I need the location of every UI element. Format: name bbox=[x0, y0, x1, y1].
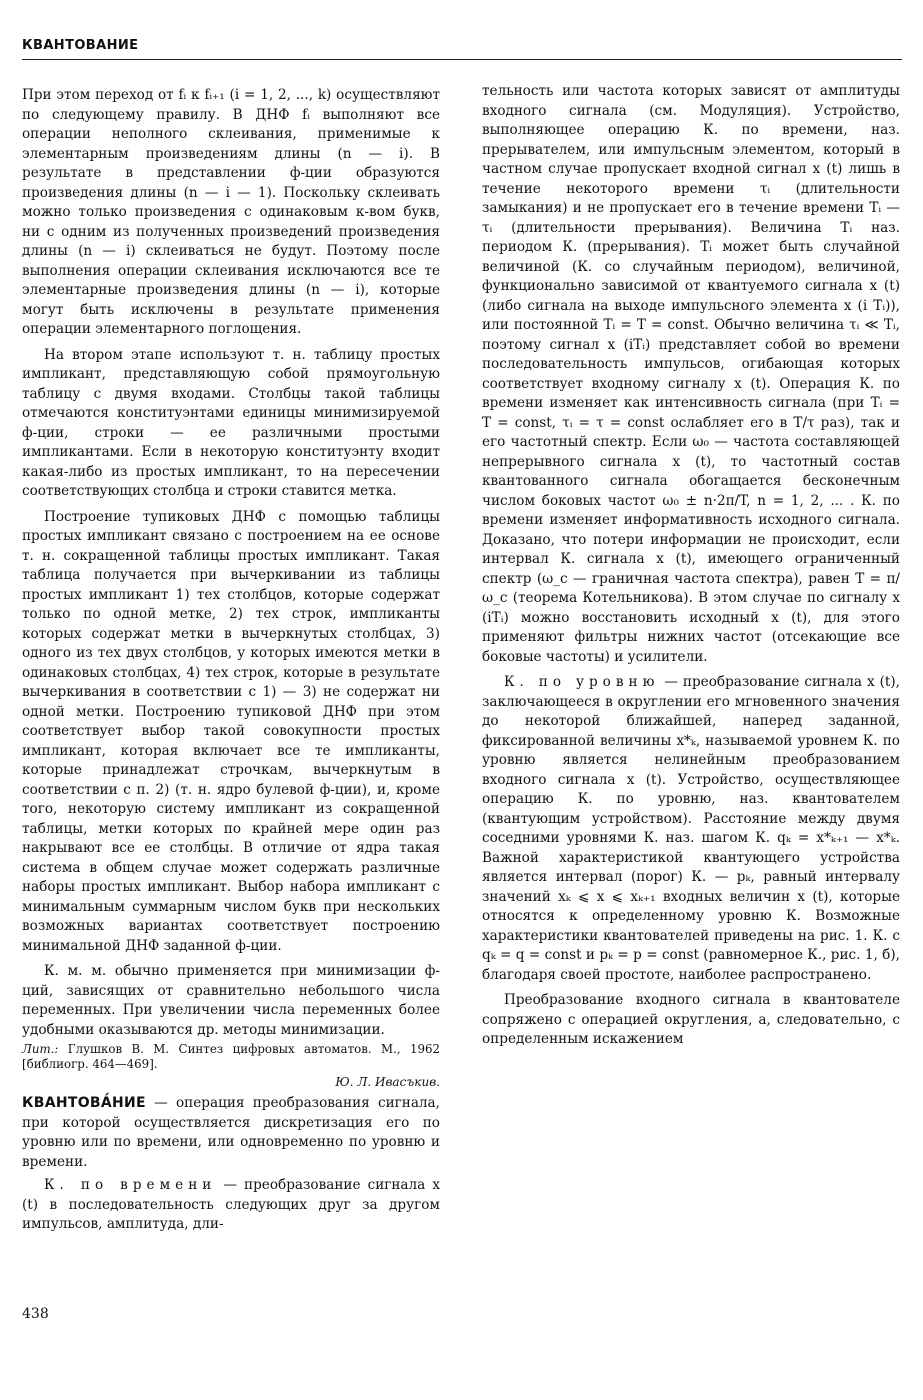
spaced-term: К. по времени bbox=[44, 1177, 217, 1193]
paragraph: Преобразование входного сигнала в квантователе сопряжено с операцией округления, а, следовательно, с определенным искажением bbox=[482, 992, 900, 1047]
reference-text: Глушков В. М. Синтез цифровых автоматов. М., 1962 [библиогр. 464—469]. bbox=[22, 1042, 440, 1071]
reference-prefix: Лит.: bbox=[22, 1042, 59, 1056]
spaced-term: К. по уровню bbox=[504, 674, 660, 690]
paragraph-text: — преобразование сигнала x (t) в последовательность следующих друг за другом импульсов, амплитуда, дли- bbox=[22, 1177, 440, 1232]
author-signature: Ю. Л. Ивасъкив. bbox=[335, 1075, 440, 1089]
paragraph: Построение тупиковых ДНФ с помощью таблицы простых импликант связано с построением на ее основе т. н. сокращенной таблицы простых импликант. Такая таблица получается при вычеркивании из таблицы простых импликант 1) тех столбцов, которые содержат только по одной метке, 2) тех строк, импликанты которых содержат метки в вычеркнутых столбцах, 3) одного из тех двух столбцов, у которых имеются метки в одинаковых столбцах, 4) тех строк, которые в результате вычеркивания в соответствии с 1) — 3) не содержат ни одной метки. Построению тупиковой ДНФ при этом соответствует выбор такой совокупности простых импликант, которая включает все те импликанты, которые принадлежат строчкам, вычеркнутым в соответствии с п. 2) (т. н. ядро булевой ф-ции), и, кроме того, некоторую систему импликант из сокращенной таблицы, метки которых по крайней мере один раз накрывают все ее столбцы. В отличие от ядра такая система в общем случае может содержать различные наборы простых импликант. Выбор набора импликант с минимальным суммарным числом букв при нескольких возможных вариантах соответствует построению минимальной ДНФ заданной ф-ции. bbox=[22, 508, 440, 954]
entry-paragraph bbox=[22, 1094, 440, 1172]
entry-definition: — операция преобразования сигнала, при которой осуществляется дискретизация его по уровню или по времени, или одновременно по уровню и времени. bbox=[22, 1095, 440, 1170]
left-column bbox=[22, 86, 440, 1235]
paragraph bbox=[482, 673, 900, 985]
entry-term: КВАНТОВА́НИЕ bbox=[22, 1095, 146, 1111]
literature-reference bbox=[22, 1042, 440, 1072]
right-column bbox=[482, 82, 900, 1050]
running-header: КВАНТОВАНИЕ bbox=[22, 38, 902, 60]
paragraph: На втором этапе используют т. н. таблицу простых импликант, представляющую собой прямоугольную таблицу с двумя входами. Столбцы такой таблицы отмечаются конституэнтами единицы минимизируемой ф-ции, строки — ее различными простыми импликантами. Если в некоторую конституэнту входит какая-либо из простых импликант, то на пересечении соответствующих столбца и строки ставится метка. bbox=[22, 346, 440, 499]
paragraph bbox=[22, 1176, 440, 1235]
paragraph: К. м. м. обычно применяется при минимизации ф-ций, зависящих от сравнительно небольшого числа переменных. При увеличении числа переменных более удобными оказываются др. методы минимизации. bbox=[22, 963, 440, 1038]
page-number: 438 bbox=[22, 1306, 49, 1322]
paragraph-text: — преобразование сигнала x (t), заключающееся в округлении его мгновенного значения до некоторой ближайшей, наперед заданной, фиксированной величины x*ₖ, называемой уровнем К. по уровню является нелинейным преобразованием входного сигнала x (t). Устройство, осуществляющее операцию К. по уровню, наз. квантователем (квантующим устройством). Расстояние между двумя соседними уровнями К. наз. шагом К. qₖ = x*ₖ₊₁ — x*ₖ. Важной характеристикой квантующего устройства является интервал (порог) К. — pₖ, равный интервалу значений xₖ ⩽ x ⩽ xₖ₊₁ входных величин x (t), которые относятся к определенному уровню К. Возможные характеристики квантователей приведены на рис. 1. К. с qₖ = q = const и pₖ = p = const (равномерное К., рис. 1, б), благодаря своей простоте, наиболее распространено. bbox=[482, 674, 900, 983]
paragraph: тельность или частота которых зависят от амплитуды входного сигнала (см. Модуляция). Устройство, выполняющее операцию К. по времени, наз. прерывателем, или импульсным элементом, который в частном случае пропускает входной сигнал x (t) лишь в течение некоторого времени τᵢ (длительности замыкания) и не пропускает его в течение времени Tᵢ — τᵢ (длительности прерывания). Величина Tᵢ наз. периодом К. (прерывания). Tᵢ может быть случайной величиной (К. со случайным периодом), величиной, функционально зависимой от квантуемого сигнала x (t) (либо сигнала на выходе импульсного элемента x (i Tᵢ)), или постоянной Tᵢ = T = const. Обычно величина τᵢ ≪ Tᵢ, поэтому сигнал x (iTᵢ) представляет собой во времени последовательность импульсов, огибающая которых соответствует входному сигналу x (t). Операция К. по времени изменяет как интенсивность сигнала (при Tᵢ = T = const, τᵢ = τ = const ослабляет его в T/τ раз), так и его частотный спектр. Если ω₀ — частота составляющей непрерывного сигнала x (t), то частотный состав квантованного сигнала обогащается бесконечным числом боковых частот ω₀ ± n·2π/T, n = 1, 2, ... . К. по времени изменяет информативность исходного сигнала. Доказано, что потери информации не происходит, если интервал К. сигнала x (t), имеющего ограниченный спектр (ω_c — граничная частота спектра), равен T = π/ω_c (теорема Котельникова). В этом случае по сигналу x (iTᵢ) можно восстановить исходный x (t), для этого применяют фильтры нижних частот (отсекающие все боковые частоты) и усилители. bbox=[482, 83, 900, 665]
paragraph: При этом переход от fᵢ к fᵢ₊₁ (i = 1, 2, ..., k) осуществляют по следующему правилу. В ДНФ fᵢ выполняют все операции неполного склеивания, применимые к элементарным произведениям длины (n — i). В результате в представлении ф-ции образуются произведения длины (n — i — 1). Поскольку склеивать можно только произведения с одинаковым к-вом букв, ни с одним из полученных произведений произведения длины (n — i) склеиваться не будут. Поэтому после выполнения операции склеивания исключаются все те элементарные произведения длины (n — i), которые могут быть исключены в результате применения операции элементарного поглощения. bbox=[22, 87, 440, 337]
